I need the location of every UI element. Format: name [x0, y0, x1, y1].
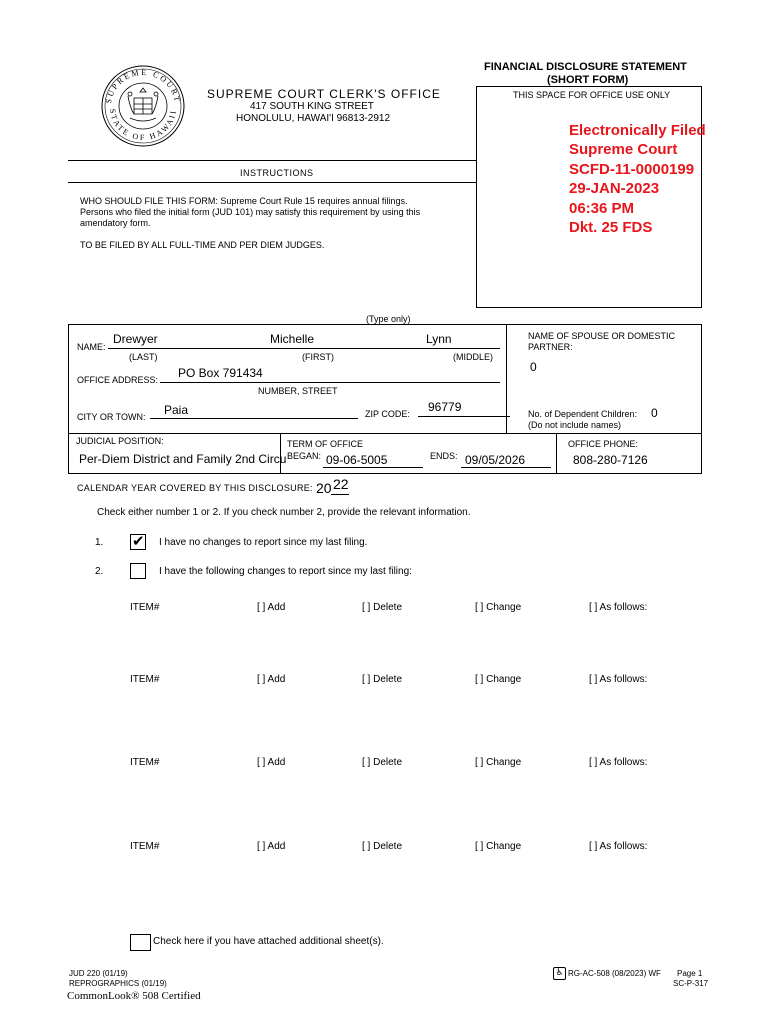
stamp-line-6: Dkt. 25 FDS	[569, 219, 653, 236]
accessibility-icon: ♿	[553, 967, 566, 980]
form-subtitle: (SHORT FORM)	[547, 74, 629, 86]
item-change-option[interactable]: [ ] Change	[475, 602, 522, 613]
seal-top-text: SUPREME COURT	[104, 67, 182, 105]
item-follows-option[interactable]: [ ] As follows:	[589, 602, 648, 613]
item-add-option[interactable]: [ ] Add	[257, 602, 286, 613]
item-label: ITEM#	[130, 841, 160, 852]
item-add-option[interactable]: [ ] Add	[257, 841, 286, 852]
first-name-field[interactable]: Michelle	[270, 332, 315, 346]
stamp-line-1: Electronically Filed	[569, 122, 706, 139]
additional-sheets-checkbox[interactable]	[130, 934, 151, 951]
stamp-line-2: Supreme Court	[569, 141, 678, 158]
middle-name-field[interactable]: Lynn	[426, 332, 452, 346]
office-city: HONOLULU, HAWAI'I 96813-2912	[236, 113, 391, 124]
form-title: FINANCIAL DISCLOSURE STATEMENT	[484, 61, 687, 73]
item-add-option[interactable]: [ ] Add	[257, 674, 286, 685]
item-label: ITEM#	[130, 757, 160, 768]
zip-field[interactable]: 96779	[428, 400, 462, 414]
phone-label: OFFICE PHONE:	[568, 439, 639, 449]
office-address-field[interactable]: PO Box 791434	[178, 366, 263, 380]
additional-sheets-text: Check here if you have attached additional sheet(s).	[153, 936, 384, 947]
dependents-note: (Do not include names)	[528, 420, 622, 430]
footer-rg-code: RG-AC-508 (08/2023) WF	[568, 969, 661, 978]
item-label: ITEM#	[130, 674, 160, 685]
option-2-number: 2.	[95, 566, 104, 577]
phone-field[interactable]: 808-280-7126	[573, 453, 648, 467]
item-row-4	[0, 841, 770, 857]
item-delete-option[interactable]: [ ] Delete	[362, 602, 403, 613]
option-2-text: I have the following changes to report since my last filing:	[159, 566, 412, 577]
first-label: (FIRST)	[302, 352, 334, 362]
office-name: SUPREME COURT CLERK'S OFFICE	[207, 87, 441, 101]
instructions-line-2: Persons who filed the initial form (JUD 101) may satisfy this requirement by using this	[80, 207, 421, 217]
footer-repro: REPROGRAPHICS (01/19)	[69, 979, 167, 988]
item-change-option[interactable]: [ ] Change	[475, 841, 522, 852]
dependents-field[interactable]: 0	[651, 406, 658, 420]
item-add-option[interactable]: [ ] Add	[257, 757, 286, 768]
began-field[interactable]: 09-06-5005	[326, 453, 388, 467]
type-only-label: (Type only)	[366, 314, 411, 324]
item-row-2	[0, 674, 770, 690]
item-delete-option[interactable]: [ ] Delete	[362, 674, 403, 685]
spouse-label-2: PARTNER:	[528, 342, 573, 352]
court-seal-icon	[100, 64, 186, 148]
item-change-option[interactable]: [ ] Change	[475, 757, 522, 768]
calendar-prefix: 20	[316, 480, 332, 496]
ends-field[interactable]: 09/05/2026	[465, 453, 526, 467]
option-2-checkbox[interactable]	[130, 563, 146, 579]
item-follows-option[interactable]: [ ] As follows:	[589, 841, 648, 852]
instructions-line-1: WHO SHOULD FILE THIS FORM: Supreme Court Rule 15 requires annual filings.	[80, 196, 408, 206]
item-label: ITEM#	[130, 602, 160, 613]
number-street-label: NUMBER, STREET	[258, 386, 338, 396]
instructions-line-4: TO BE FILED BY ALL FULL-TIME AND PER DIEM JUDGES.	[80, 240, 325, 250]
zip-label: ZIP CODE:	[365, 409, 410, 419]
instructions-line-3: amendatory form.	[80, 218, 151, 228]
name-label: NAME:	[77, 342, 106, 352]
city-label: CITY OR TOWN:	[77, 412, 146, 422]
last-name-field[interactable]: Drewyer	[113, 332, 158, 346]
seal-bottom-text: STATE OF HAWAII	[107, 108, 179, 143]
item-delete-option[interactable]: [ ] Delete	[362, 841, 403, 852]
item-row-1	[0, 602, 770, 618]
option-1-checkbox[interactable]	[130, 534, 146, 550]
calendar-year-field[interactable]: 22	[333, 476, 349, 492]
city-field[interactable]: Paia	[164, 403, 189, 417]
item-row-3	[0, 757, 770, 773]
item-follows-option[interactable]: [ ] As follows:	[589, 757, 648, 768]
item-follows-option[interactable]: [ ] As follows:	[589, 674, 648, 685]
began-label: BEGAN:	[287, 451, 322, 461]
last-label: (LAST)	[129, 352, 158, 362]
spouse-field[interactable]: 0	[530, 360, 537, 374]
dependents-label: No. of Dependent Children:	[528, 409, 638, 419]
office-address-label: OFFICE ADDRESS:	[77, 375, 159, 385]
stamp-line-4: 29-JAN-2023	[569, 180, 660, 197]
term-label: TERM OF OFFICE	[287, 439, 363, 449]
options-intro: Check either number 1 or 2. If you check number 2, provide the relevant information.	[97, 507, 471, 518]
item-change-option[interactable]: [ ] Change	[475, 674, 522, 685]
stamp-line-3: SCFD-11-0000199	[569, 161, 695, 178]
stamp-line-5: 06:36 PM	[569, 200, 635, 217]
item-delete-option[interactable]: [ ] Delete	[362, 757, 403, 768]
option-1-text: I have no changes to report since my last filing.	[159, 537, 368, 548]
footer-commonlook: CommonLook® 508 Certified	[67, 990, 201, 1002]
instructions-heading: INSTRUCTIONS	[240, 168, 314, 178]
middle-label: (MIDDLE)	[453, 352, 493, 362]
spouse-label-1: NAME OF SPOUSE OR DOMESTIC	[528, 331, 676, 341]
office-use-label: THIS SPACE FOR OFFICE USE ONLY	[513, 90, 671, 100]
office-street: 417 SOUTH KING STREET	[250, 101, 374, 112]
footer-form-id: JUD 220 (01/19)	[69, 969, 128, 978]
option-1-number: 1.	[95, 537, 104, 548]
footer-sc-code: SC-P-317	[673, 979, 709, 988]
checkmark-icon: ✔	[132, 532, 145, 550]
calendar-label: CALENDAR YEAR COVERED BY THIS DISCLOSURE:	[77, 483, 313, 493]
judicial-position-field[interactable]: Per-Diem District and Family 2nd Circu	[79, 452, 287, 466]
judicial-position-label: JUDICIAL POSITION:	[76, 436, 164, 446]
ends-label: ENDS:	[430, 451, 458, 461]
footer-page: Page 1	[677, 969, 703, 978]
